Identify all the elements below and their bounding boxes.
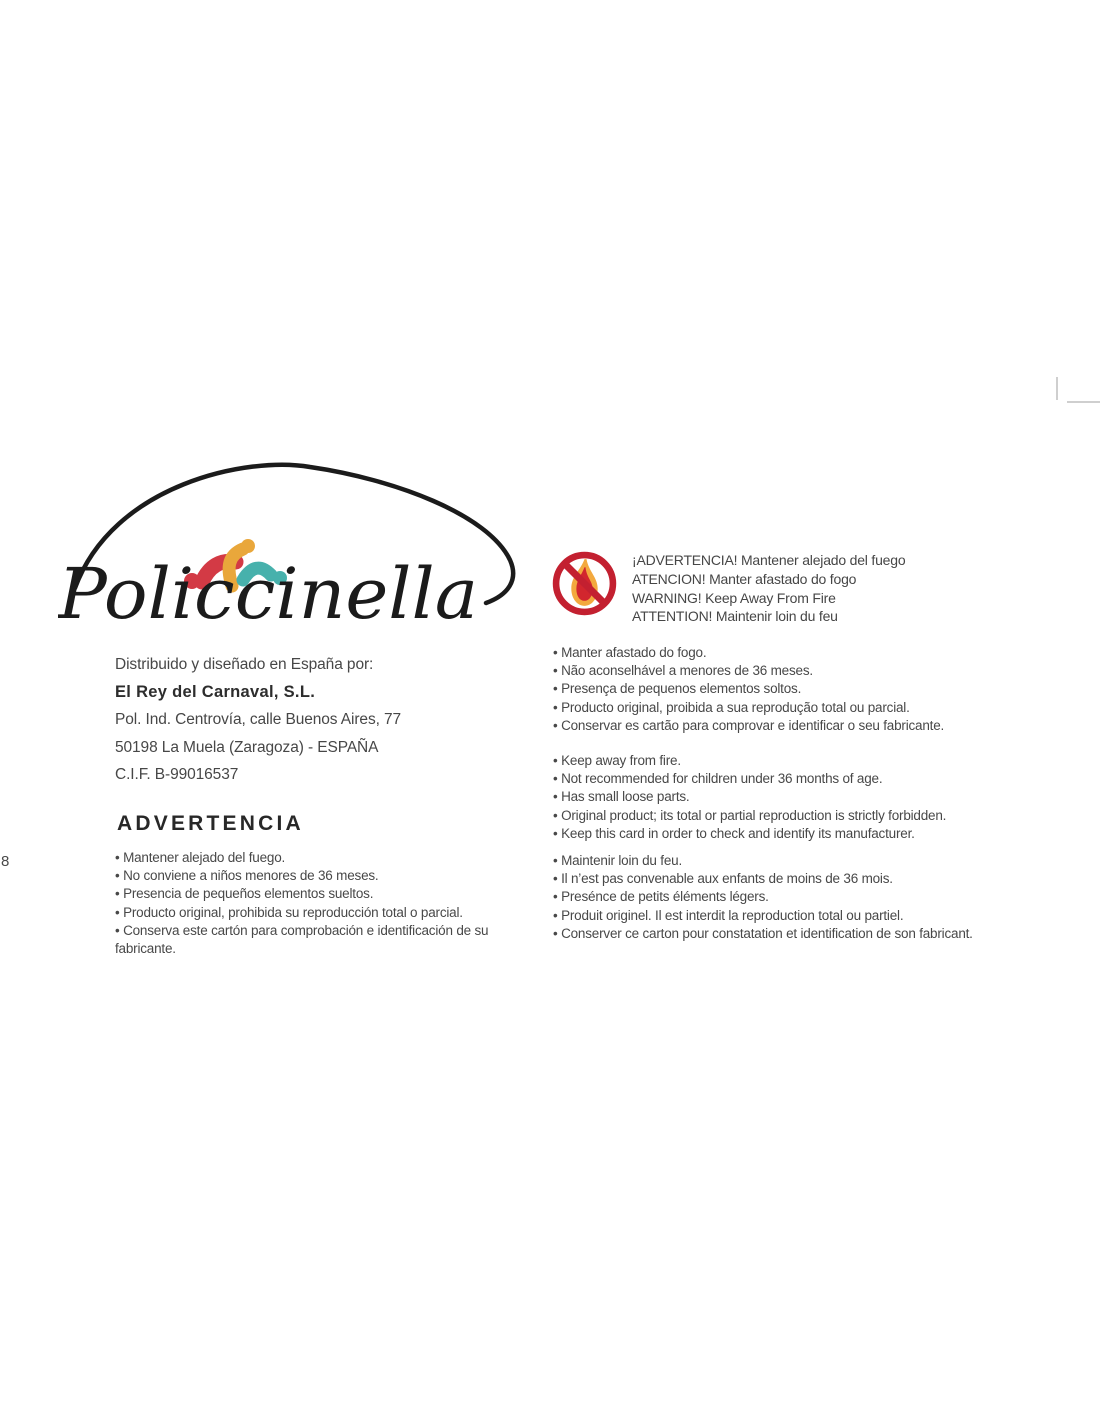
list-item: • Producto original, prohibida su reproducción total o parcial. [115,904,530,922]
list-item: • Conservar es cartão para comprovar e identificar o seu fabricante. [553,717,944,735]
no-fire-icon [551,550,618,617]
list-item: • No conviene a niños menores de 36 meses. [115,867,530,885]
list-item: • Il n’est pas convenable aux enfants de moins de 36 mois. [553,870,1010,888]
brand-name: Policcinella [58,553,478,635]
brand-logo [58,462,523,637]
portuguese-warning-list [553,644,944,735]
address-line-1: Pol. Ind. Centrovía, calle Buenos Aires, 77 [115,711,402,728]
crop-mark [1067,401,1100,403]
crop-mark [1056,377,1058,400]
list-item: • Conserva este cartón para comprobación e identificación de su fabricante. [115,922,530,958]
page-number: 8 [1,853,10,870]
fire-warning-line-es: ¡ADVERTENCIA! Mantener alejado del fuego [632,552,906,568]
spanish-warning-list [115,849,530,958]
list-item: • Has small loose parts. [553,788,946,806]
address-line-2: 50198 La Muela (Zaragoza) - ESPAÑA [115,738,379,756]
distribution-block [115,651,545,789]
fire-warning-header [632,551,905,626]
list-item: • Mantener alejado del fuego. [115,849,530,867]
list-item: • Not recommended for children under 36 months of age. [553,770,946,788]
fire-warning-line-en: WARNING! Keep Away From Fire [632,589,836,606]
list-item: • Manter afastado do fogo. [553,644,944,662]
list-item: • Presença de pequenos elementos soltos. [553,680,944,698]
list-item: • Original product; its total or partial reproduction is strictly forbidden. [553,807,946,825]
list-item: • Produit originel. Il est interdit la reproduction total ou partiel. [553,907,1010,925]
advertencia-heading: ADVERTENCIA [117,812,304,835]
list-item: • Keep away from fire. [553,752,946,770]
list-item: • Presencia de pequeños elementos sueltos. [115,885,530,903]
fire-warning-line-fr: ATTENTION! Maintenir loin du feu [632,608,838,625]
french-warning-list [553,852,1010,943]
list-item: • Não aconselhável a menores de 36 meses. [553,662,944,680]
english-warning-list [553,752,946,843]
list-item: • Conserver ce carton pour constatation et identification de son fabricant. [540,925,1010,943]
list-item: • Producto original, proibida a sua reprodução total ou parcial. [553,699,944,717]
list-item: • Maintenir loin du feu. [553,852,1010,870]
fire-warning-line-pt: ATENCION! Manter afastado do fogo [632,570,857,587]
list-item: • Keep this card in order to check and identify its manufacturer. [553,825,946,843]
cif-line: C.I.F. B-99016537 [115,766,239,783]
company-name: El Rey del Carnaval, S.L. [115,682,316,701]
list-item: • Presénce de petits éléments légers. [553,888,1010,906]
distribution-intro: Distribuido y diseñado en España por: [115,656,374,673]
